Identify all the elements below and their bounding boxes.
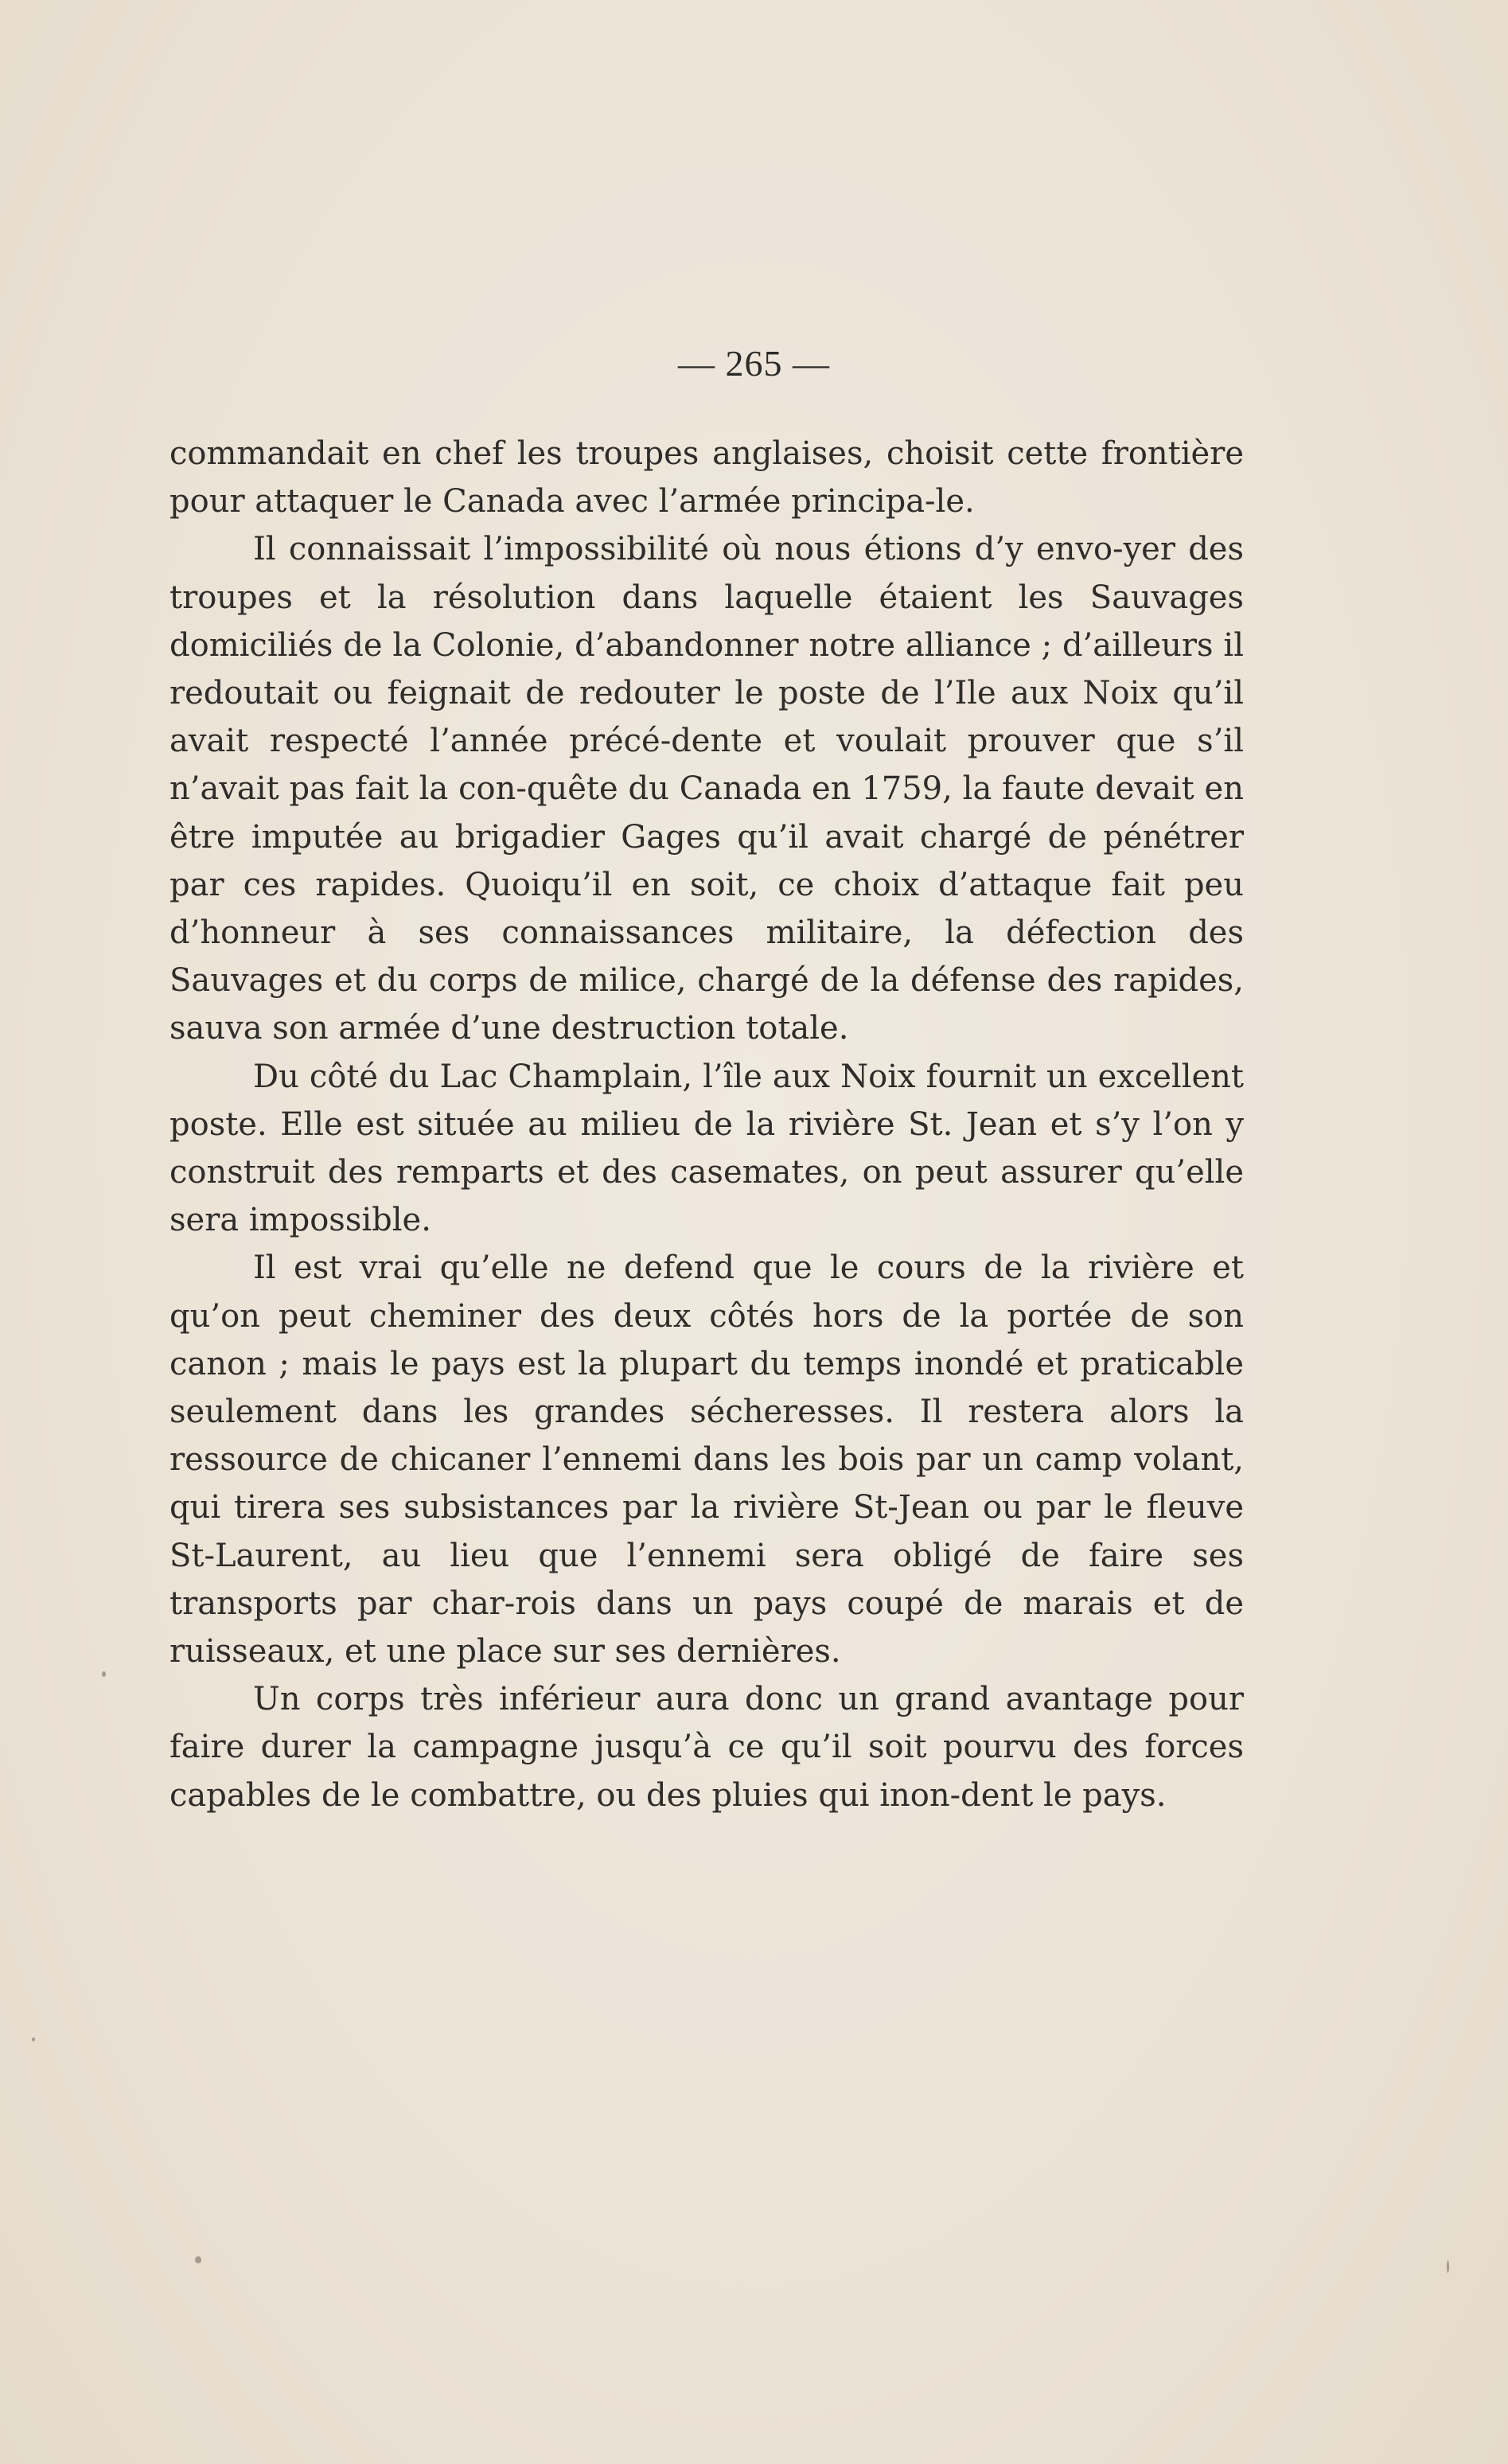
paragraph-5: Un corps très inférieur aura donc un grand avantage pour faire durer la campagne jusqu’à ce qu’il soit pourvu des forces capables de le combattre, ou des pluies qui inon-dent le pays. [170,1681,1244,1814]
paragraph-4: Il est vrai qu’elle ne defend que le cours de la rivière et qu’on peut cheminer des deux côtés hors de la portée de son canon ; mais le pays est la plupart du temps inondé et praticable seulement dans les grandes sécheresses. Il restera alors la ressource de chicaner l’ennemi dans les bois par un camp volant, qui tirera ses subsistances par la rivière St-Jean ou par le fleuve St-Laurent, au lieu que l’ennemi sera obligé de faire ses transports par char-rois dans un pays coupé de marais et de ruisseaux, et une place sur ses dernières. [170,1250,1244,1671]
paragraph-1: commandait en chef les troupes anglaises, choisit cette frontière pour attaquer le Canada avec l’armée principa-le. [170,435,1244,520]
paper-speck [1447,2260,1449,2273]
paper-speck [195,2256,201,2263]
page-number: — 265 — [678,343,830,384]
paragraph-3: Du côté du Lac Champlain, l’île aux Noix fournit un excellent poste. Elle est située au milieu de la rivière St. Jean et s’y l’on y construit des remparts et des casemates, on peut assurer qu’elle sera impossible. [170,1058,1244,1239]
paper-speck [102,1671,106,1677]
paper-speck [32,2037,35,2041]
body-text [170,430,1244,1819]
paragraph-2: Il connaissait l’impossibilité où nous étions d’y envo-yer des troupes et la résolution dans laquelle étaient les Sauvages domiciliés de la Colonie, d’abandonner notre alliance ; d’ailleurs il redoutait ou feignait de redouter le poste de l’Ile aux Noix qu’il avait respecté l’année précé-dente et voulait prouver que s’il n’avait pas fait la con-quête du Canada en 1759, la faute devait en être imputée au brigadier Gages qu’il avait chargé de pénétrer par ces rapides. Quoiqu’il en soit, ce choix d’attaque fait peu d’honneur à ses connaissances militaire, la défection des Sauvages et du corps de milice, chargé de la défense des rapides, sauva son armée d’une destruction totale. [170,531,1244,1047]
